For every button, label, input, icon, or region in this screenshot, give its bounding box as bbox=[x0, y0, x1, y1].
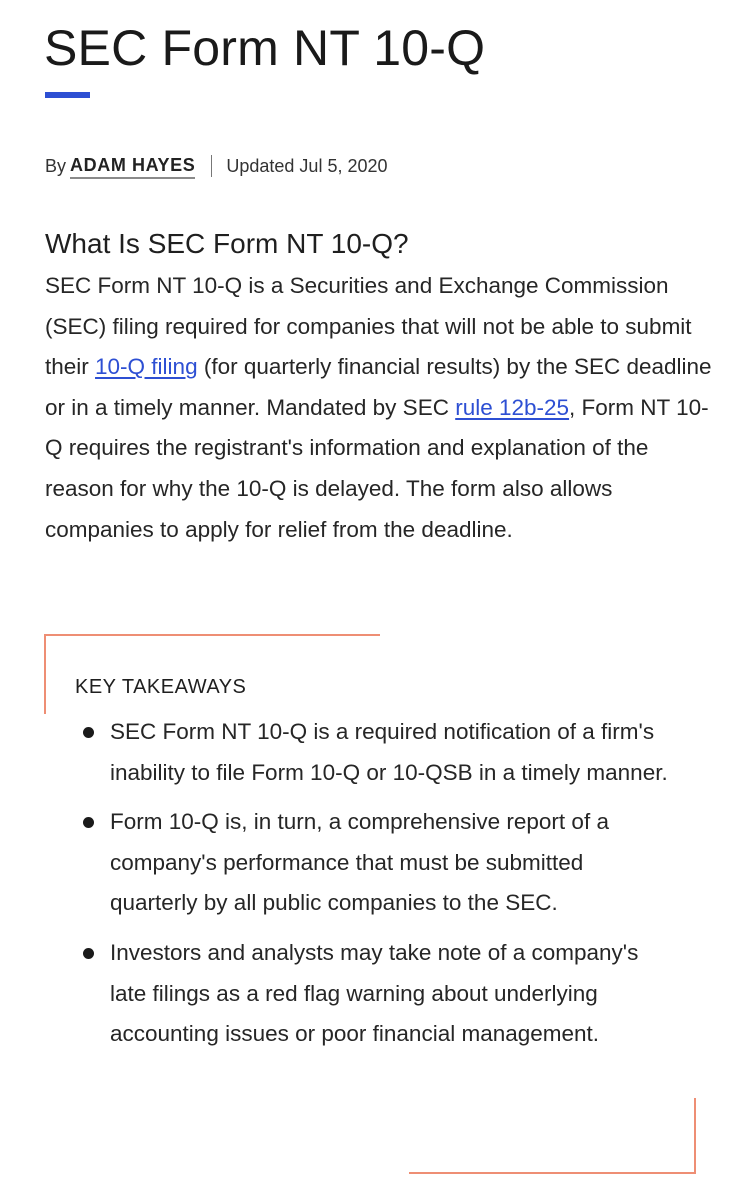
bullet-icon bbox=[83, 948, 94, 959]
intro-paragraph bbox=[45, 266, 715, 550]
byline bbox=[45, 152, 388, 180]
bullet-icon bbox=[83, 817, 94, 828]
updated-date: Updated Jul 5, 2020 bbox=[226, 155, 388, 176]
key-takeaways-heading: KEY TAKEAWAYS bbox=[75, 676, 247, 698]
list-item bbox=[75, 933, 675, 1055]
byline-divider bbox=[211, 155, 212, 177]
key-takeaways-list bbox=[75, 712, 675, 1064]
list-item-text: Investors and analysts may take note of a company's late filings as a red flag warning about underlying accounting issues or poor financial management. bbox=[110, 939, 639, 1047]
link-rule-12b-25[interactable]: rule 12b-25 bbox=[455, 394, 570, 420]
list-item bbox=[75, 712, 675, 793]
author-link[interactable]: ADAM HAYES bbox=[70, 154, 195, 179]
byline-prefix: By bbox=[45, 155, 67, 176]
intro-text-part-3: , Form NT 10-Q requires the registrant's information and explanation of the reason for why the 10-Q is delayed. The form also allows companies to apply for relief from the deadline. bbox=[45, 394, 709, 542]
list-item-text: Form 10-Q is, in turn, a comprehensive report of a company's performance that must be submitted quarterly by all public companies to the SEC. bbox=[110, 809, 609, 916]
takeaways-border-right bbox=[694, 1098, 696, 1174]
list-item-text: SEC Form NT 10-Q is a required notification of a firm's inability to file Form 10-Q or 10-QSB in a timely manner. bbox=[110, 719, 668, 785]
takeaways-border-left bbox=[44, 634, 46, 714]
takeaways-border-bottom bbox=[409, 1172, 696, 1174]
title-accent-bar bbox=[45, 92, 90, 98]
intro-text-part-1: SEC Form NT 10-Q is a Securities and Exchange Commission (SEC) filing required for companies that will not be able to submit their bbox=[45, 273, 692, 380]
bullet-icon bbox=[83, 727, 94, 738]
link-10q-filing[interactable]: 10-Q filing bbox=[95, 354, 198, 380]
page-title: SEC Form NT 10-Q bbox=[44, 20, 486, 76]
intro-text-part-2: (for quarterly financial results) by the SEC deadline or in a timely manner. Mandated by SEC bbox=[45, 354, 712, 420]
section-heading: What Is SEC Form NT 10-Q? bbox=[45, 228, 409, 259]
takeaways-border-top bbox=[44, 634, 380, 636]
list-item bbox=[75, 802, 675, 924]
